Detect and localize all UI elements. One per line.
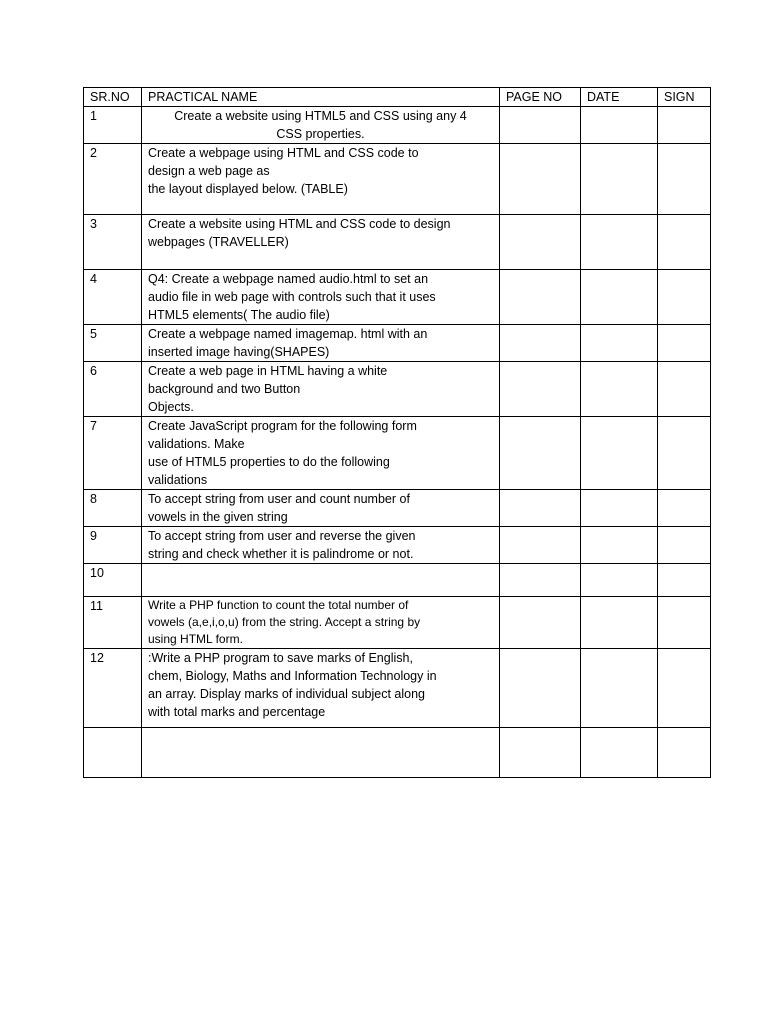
practical-name-cell: :Write a PHP program to save marks of English, chem, Biology, Maths and Information Technology in an array. Display marks of individual subject along with total marks and percentage	[142, 649, 500, 728]
table-row	[84, 215, 711, 270]
date-cell	[581, 527, 658, 564]
sr-no-cell: 6	[84, 362, 142, 417]
practical-name-cell: Create a web page in HTML having a white background and two Button Objects.	[142, 362, 500, 417]
table-row	[84, 417, 711, 490]
table-row	[84, 597, 711, 649]
sign-cell	[658, 649, 711, 728]
practicals-table	[83, 87, 711, 778]
practical-name-cell: To accept string from user and count number of vowels in the given string	[142, 490, 500, 527]
page-no-cell	[500, 527, 581, 564]
sign-cell	[658, 144, 711, 215]
sign-cell	[658, 490, 711, 527]
practical-name-cell: Q4: Create a webpage named audio.html to set an audio file in web page with controls such that it uses HTML5 elements( The audio file)	[142, 270, 500, 325]
practical-name-cell	[142, 564, 500, 597]
date-cell	[581, 362, 658, 417]
date-cell	[581, 144, 658, 215]
sign-cell	[658, 325, 711, 362]
sr-no-cell: 11	[84, 597, 142, 649]
practical-name-cell: Create a website using HTML5 and CSS using any 4 CSS properties.	[142, 107, 500, 144]
table-row	[84, 728, 711, 778]
page-no-cell	[500, 597, 581, 649]
header-date: DATE	[581, 88, 658, 107]
practical-name-cell: Create a webpage named imagemap. html with an inserted image having(SHAPES)	[142, 325, 500, 362]
sr-no-cell: 8	[84, 490, 142, 527]
table-row	[84, 527, 711, 564]
table-row	[84, 362, 711, 417]
sr-no-cell	[84, 728, 142, 778]
sr-no-cell: 12	[84, 649, 142, 728]
table-row	[84, 270, 711, 325]
sr-no-cell: 4	[84, 270, 142, 325]
practical-name-cell: To accept string from user and reverse the given string and check whether it is palindrome or not.	[142, 527, 500, 564]
page-no-cell	[500, 270, 581, 325]
page-no-cell	[500, 490, 581, 527]
header-page-no: PAGE NO	[500, 88, 581, 107]
sr-no-cell: 5	[84, 325, 142, 362]
page-no-cell	[500, 325, 581, 362]
page-no-cell	[500, 728, 581, 778]
sign-cell	[658, 527, 711, 564]
page-no-cell	[500, 362, 581, 417]
table-row	[84, 325, 711, 362]
table-row	[84, 564, 711, 597]
sr-no-cell: 1	[84, 107, 142, 144]
date-cell	[581, 490, 658, 527]
date-cell	[581, 597, 658, 649]
table-row	[84, 144, 711, 215]
date-cell	[581, 564, 658, 597]
sign-cell	[658, 270, 711, 325]
sr-no-cell: 7	[84, 417, 142, 490]
date-cell	[581, 417, 658, 490]
page-no-cell	[500, 417, 581, 490]
date-cell	[581, 270, 658, 325]
sr-no-cell: 9	[84, 527, 142, 564]
practical-name-cell: Create a webpage using HTML and CSS code to design a web page as the layout displayed below. (TABLE)	[142, 144, 500, 215]
date-cell	[581, 107, 658, 144]
header-practical-name: PRACTICAL NAME	[142, 88, 500, 107]
date-cell	[581, 215, 658, 270]
table-row	[84, 490, 711, 527]
page-no-cell	[500, 144, 581, 215]
table-header-row	[84, 88, 711, 107]
page-no-cell	[500, 564, 581, 597]
sr-no-cell: 3	[84, 215, 142, 270]
sign-cell	[658, 107, 711, 144]
practical-name-cell: Create a website using HTML and CSS code to design webpages (TRAVELLER)	[142, 215, 500, 270]
date-cell	[581, 649, 658, 728]
sr-no-cell: 10	[84, 564, 142, 597]
practical-name-cell	[142, 728, 500, 778]
practical-name-cell: Write a PHP function to count the total number of vowels (a,e,i,o,u) from the string. Accept a string by using HTML form.	[142, 597, 500, 649]
table-row	[84, 107, 711, 144]
date-cell	[581, 325, 658, 362]
header-sr-no: SR.NO	[84, 88, 142, 107]
date-cell	[581, 728, 658, 778]
sign-cell	[658, 362, 711, 417]
table-row	[84, 649, 711, 728]
practical-name-cell: Create JavaScript program for the following form validations. Make use of HTML5 properties to do the following validations	[142, 417, 500, 490]
sr-no-cell: 2	[84, 144, 142, 215]
page-no-cell	[500, 649, 581, 728]
sign-cell	[658, 215, 711, 270]
page-no-cell	[500, 215, 581, 270]
header-sign: SIGN	[658, 88, 711, 107]
sign-cell	[658, 564, 711, 597]
page-no-cell	[500, 107, 581, 144]
sign-cell	[658, 728, 711, 778]
sign-cell	[658, 417, 711, 490]
sign-cell	[658, 597, 711, 649]
